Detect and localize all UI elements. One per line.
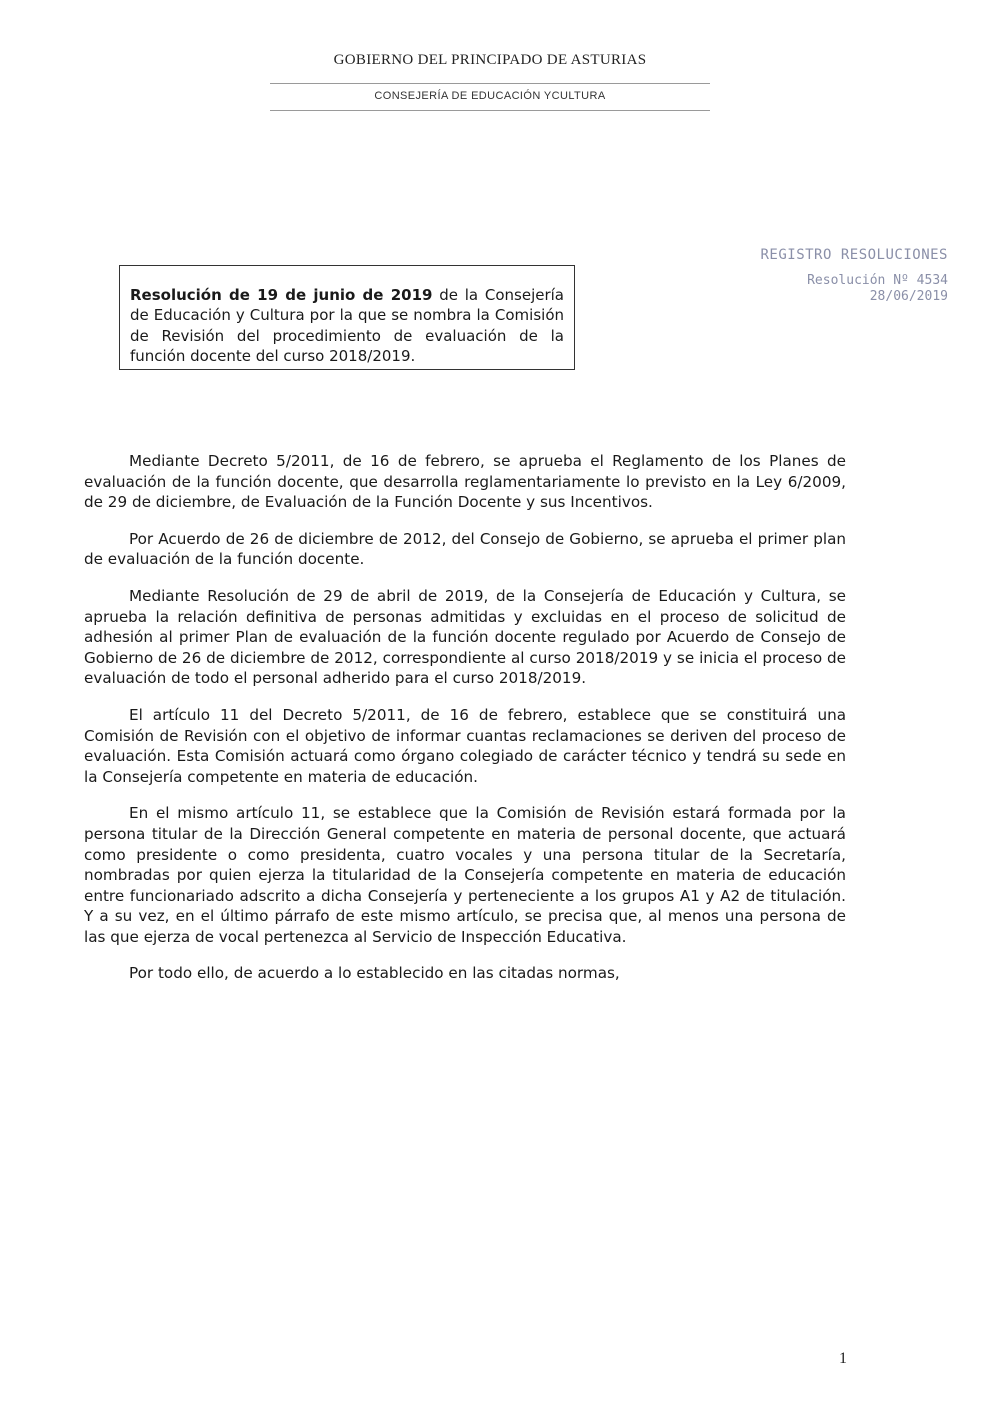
letterhead — [270, 52, 710, 111]
paragraph-resolucion: Mediante Resolución de 29 de abril de 2019, de la Consejería de Educación y Cultura, se aprueba la relación definitiva de personas admitidas y excluidas en el proceso de solicitud de adhesión al primer Plan de evaluación de la función docente regulado por Acuerdo de Consejo de Gobierno de 26 de diciembre de 2012, correspondiente al curso 2018/2019 y se inicia el proceso de evaluación de todo el personal adherido para el curso 2018/2019. — [84, 586, 846, 688]
resolution-date: 28/06/2019 — [869, 289, 948, 304]
resolution-title: Resolución de 19 de junio de 2019 — [130, 286, 433, 304]
resolution-number: Resolución Nº 4534 — [807, 273, 948, 288]
registry-stamp — [760, 247, 948, 305]
department-name: CONSEJERÍA DE EDUCACIÓN YCULTURA — [374, 90, 606, 102]
paragraph-articulo-11: El artículo 11 del Decreto 5/2011, de 16 de febrero, establece que se constituirá una Comisión de Revisión con el objetivo de informar cuantas reclamaciones se deriven del proceso de evaluación. Esta Comisión actuará como órgano colegiado de carácter técnico y tendrá su sede en la Consejería competente en materia de educación. — [84, 705, 846, 786]
document-body — [84, 451, 846, 1000]
paragraph-composicion: En el mismo artículo 11, se establece que la Comisión de Revisión estará formada por la persona titular de la Dirección General competente en materia de personal docente, que actuará como presidente o como presidenta, cuatro vocales y una persona titular de la Secretaría, nombradas por quien ejerza la titularidad de la Consejería competente en materia de educación entre funcionariado adscrito a dicha Consejería y perteneciente a los grupos A1 y A2 de titulación. Y a su vez, en el último párrafo de este mismo artículo, se precisa que, al menos una persona de las que ejerza de vocal pertenezca al Servicio de Inspección Educativa. — [84, 804, 846, 946]
resolution-summary-box — [119, 265, 575, 370]
header-divider-bottom — [270, 110, 710, 111]
paragraph-decreto: Mediante Decreto 5/2011, de 16 de febrero, se aprueba el Reglamento de los Planes de evaluación de la función docente, que desarrolla reglamentariamente lo previsto en la Ley 6/2009, de 29 de diciembre, de Evaluación de la Función Docente y sus Incentivos. — [84, 452, 846, 512]
paragraph-conclusion: Por todo ello, de acuerdo a lo establecido en las citadas normas, — [129, 964, 620, 983]
resolution-summary-text: de la Consejería de Educación y Cultura por la que se nombra la Comisión de Revisión del procedimiento de evaluación de la función docente del curso 2018/2019. — [130, 286, 564, 366]
registry-stamp-title: REGISTRO RESOLUCIONES — [760, 247, 948, 263]
government-name: GOBIERNO DEL PRINCIPADO DE ASTURIAS — [333, 52, 647, 68]
page-number: 1 — [839, 1350, 847, 1367]
paragraph-acuerdo: Por Acuerdo de 26 de diciembre de 2012, del Consejo de Gobierno, se aprueba el primer plan de evaluación de la función docente. — [84, 529, 846, 569]
